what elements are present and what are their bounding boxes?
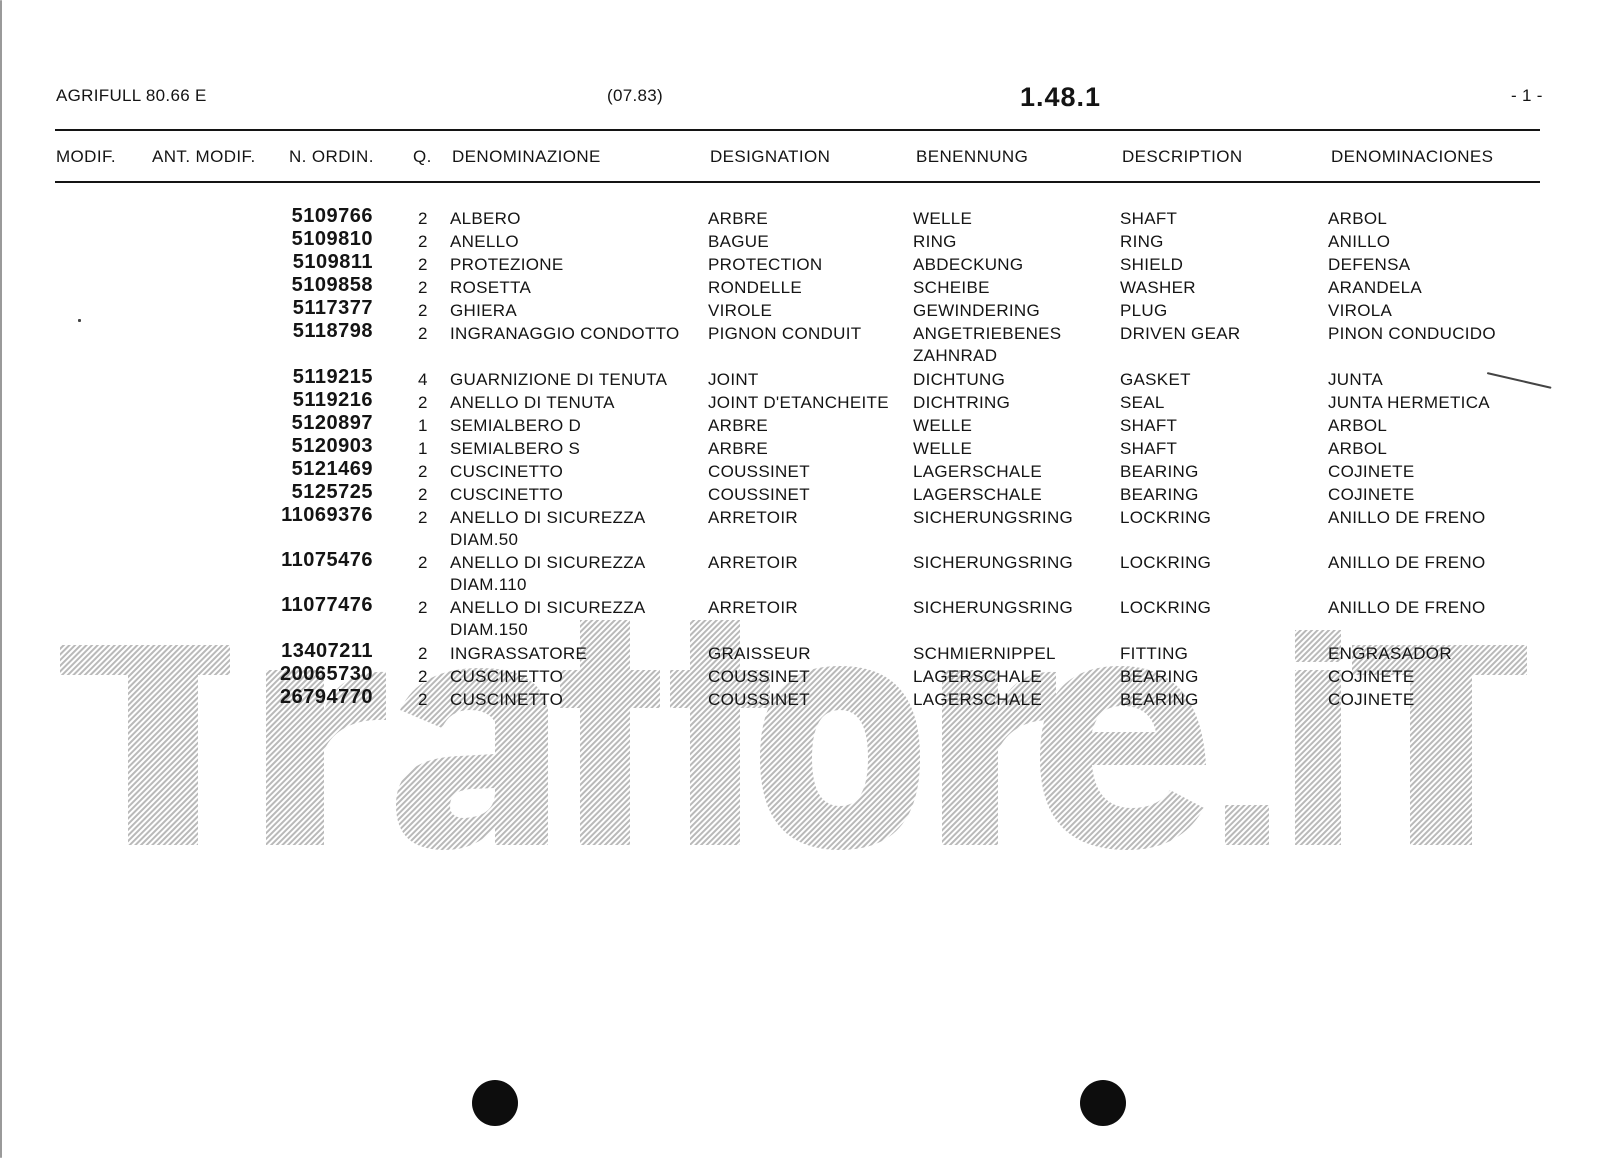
model-code: AGRIFULL 80.66 E — [56, 86, 207, 105]
part-quantity: 2 — [418, 667, 428, 686]
part-number: 5121469 — [291, 458, 373, 480]
part-number: 5109766 — [291, 205, 373, 227]
table-row — [0, 549, 1600, 598]
name-spanish: ARBOL — [1328, 209, 1388, 228]
name-german: LAGERSCHALE — [913, 690, 1042, 709]
name-spanish: COJINETE — [1328, 462, 1415, 481]
name-german: ABDECKUNG — [913, 255, 1024, 274]
name-italian: CUSCINETTO — [450, 485, 564, 504]
col-header-french: DESIGNATION — [710, 147, 831, 166]
name-german: ANGETRIEBENES ZAHNRAD — [913, 324, 1062, 365]
name-english: SHIELD — [1120, 255, 1184, 274]
part-number: 11069376 — [281, 504, 373, 526]
name-english: SEAL — [1120, 393, 1165, 412]
part-number: 5125725 — [291, 481, 373, 503]
name-french: COUSSINET — [708, 690, 810, 709]
name-english: PLUG — [1120, 301, 1168, 320]
name-english: FITTING — [1120, 644, 1189, 663]
part-number: 5119216 — [292, 389, 373, 411]
name-spanish: JUNTA HERMETICA — [1328, 393, 1490, 412]
name-english: BEARING — [1120, 690, 1199, 709]
name-spanish: ARBOL — [1328, 416, 1388, 435]
name-french: COUSSINET — [708, 462, 810, 481]
name-german: SICHERUNGSRING — [913, 598, 1074, 617]
part-quantity: 2 — [418, 644, 428, 663]
name-italian: ANELLO DI SICUREZZA DIAM.50 — [450, 508, 646, 549]
name-italian: SEMIALBERO S — [450, 439, 581, 458]
col-header-order-number: N. ORDIN. — [289, 147, 374, 166]
name-english: GASKET — [1120, 370, 1191, 389]
part-quantity: 1 — [418, 439, 428, 458]
name-italian: ANELLO DI SICUREZZA DIAM.150 — [450, 598, 646, 639]
section-number: 1.48.1 — [1020, 82, 1102, 112]
name-spanish: PINON CONDUCIDO — [1328, 324, 1496, 343]
col-header-german: BENENNUNG — [916, 147, 1029, 166]
part-number: 5109810 — [291, 228, 373, 250]
col-header-ant-modif: ANT. MODIF. — [152, 147, 256, 166]
part-quantity: 2 — [418, 393, 428, 412]
table-row — [0, 320, 1600, 369]
name-italian: ANELLO DI SICUREZZA DIAM.110 — [450, 553, 646, 594]
name-french: ARBRE — [708, 439, 769, 458]
name-french: BAGUE — [708, 232, 770, 251]
part-quantity: 2 — [418, 508, 428, 527]
name-german: SICHERUNGSRING — [913, 508, 1074, 527]
name-italian: CUSCINETTO — [450, 690, 564, 709]
name-french: ARRETOIR — [708, 508, 798, 527]
name-spanish: ANILLO DE FRENO — [1328, 508, 1486, 527]
name-german: WELLE — [913, 439, 973, 458]
part-number: 5120897 — [291, 412, 373, 434]
name-german: SICHERUNGSRING — [913, 553, 1074, 572]
part-quantity: 2 — [418, 553, 428, 572]
revision-date: (07.83) — [607, 86, 663, 105]
name-english: SHAFT — [1120, 439, 1178, 458]
name-english: LOCKRING — [1120, 553, 1212, 572]
col-header-quantity: Q. — [413, 147, 432, 166]
part-number: 11077476 — [281, 594, 373, 616]
name-spanish: ENGRASADOR — [1328, 644, 1452, 663]
scan-speck — [78, 319, 81, 322]
name-spanish: ARBOL — [1328, 439, 1388, 458]
name-french: GRAISSEUR — [708, 644, 811, 663]
name-french: PROTECTION — [708, 255, 823, 274]
part-number: 5118798 — [292, 320, 373, 342]
name-italian: INGRASSATORE — [450, 644, 588, 663]
name-english: LOCKRING — [1120, 598, 1212, 617]
name-italian: GUARNIZIONE DI TENUTA — [450, 370, 668, 389]
name-german: DICHTUNG — [913, 370, 1006, 389]
col-header-spanish: DENOMINACIONES — [1331, 147, 1494, 166]
part-quantity: 2 — [418, 278, 428, 297]
name-german: LAGERSCHALE — [913, 667, 1042, 686]
name-spanish: JUNTA — [1328, 370, 1384, 389]
part-quantity: 4 — [418, 370, 428, 389]
part-number: 5119215 — [292, 366, 373, 388]
name-spanish: ARANDELA — [1328, 278, 1423, 297]
name-italian: SEMIALBERO D — [450, 416, 582, 435]
name-french: ARBRE — [708, 209, 769, 228]
name-french: VIROLE — [708, 301, 773, 320]
name-italian: ALBERO — [450, 209, 521, 228]
name-french: ARRETOIR — [708, 553, 798, 572]
name-german: SCHMIERNIPPEL — [913, 644, 1056, 663]
table-row — [0, 594, 1600, 643]
name-english: BEARING — [1120, 667, 1199, 686]
name-spanish: DEFENSA — [1328, 255, 1411, 274]
name-spanish: COJINETE — [1328, 690, 1415, 709]
part-quantity: 2 — [418, 209, 428, 228]
name-english: WASHER — [1120, 278, 1196, 297]
name-german: SCHEIBE — [913, 278, 990, 297]
name-french: COUSSINET — [708, 485, 810, 504]
name-italian: CUSCINETTO — [450, 667, 564, 686]
name-french: ARBRE — [708, 416, 769, 435]
part-number: 20065730 — [280, 663, 373, 685]
part-quantity: 2 — [418, 462, 428, 481]
name-english: LOCKRING — [1120, 508, 1212, 527]
table-row — [0, 686, 1600, 735]
name-english: BEARING — [1120, 485, 1199, 504]
name-italian: ANELLO — [450, 232, 519, 251]
name-spanish: ANILLO — [1328, 232, 1391, 251]
name-german: WELLE — [913, 416, 973, 435]
name-spanish: COJINETE — [1328, 485, 1415, 504]
part-quantity: 1 — [418, 416, 428, 435]
part-number: 5120903 — [291, 435, 373, 457]
name-french: COUSSINET — [708, 667, 810, 686]
name-spanish: ANILLO DE FRENO — [1328, 553, 1486, 572]
page-number: - 1 - — [1511, 86, 1543, 105]
name-french: JOINT D'ETANCHEITE — [708, 393, 889, 412]
name-italian: ROSETTA — [450, 278, 532, 297]
name-french: JOINT — [708, 370, 759, 389]
name-french: PIGNON CONDUIT — [708, 324, 862, 343]
col-header-italian: DENOMINAZIONE — [452, 147, 601, 166]
name-spanish: ANILLO DE FRENO — [1328, 598, 1486, 617]
binder-hole-left — [472, 1080, 518, 1126]
part-quantity: 2 — [418, 690, 428, 709]
name-german: GEWINDERING — [913, 301, 1041, 320]
name-italian: ANELLO DI TENUTA — [450, 393, 615, 412]
part-number: 5117377 — [292, 297, 373, 319]
name-italian: PROTEZIONE — [450, 255, 564, 274]
part-quantity: 2 — [418, 232, 428, 251]
name-italian: GHIERA — [450, 301, 517, 320]
part-quantity: 2 — [418, 255, 428, 274]
table-row — [0, 504, 1600, 553]
part-number: 5109858 — [291, 274, 373, 296]
scan-edge — [0, 0, 2, 1158]
name-french: RONDELLE — [708, 278, 803, 297]
name-italian: INGRANAGGIO CONDOTTO — [450, 324, 680, 343]
name-french: ARRETOIR — [708, 598, 798, 617]
part-quantity: 2 — [418, 485, 428, 504]
part-quantity: 2 — [418, 324, 428, 343]
part-quantity: 2 — [418, 598, 428, 617]
name-italian: CUSCINETTO — [450, 462, 564, 481]
name-spanish: COJINETE — [1328, 667, 1415, 686]
name-german: WELLE — [913, 209, 973, 228]
part-number: 13407211 — [281, 640, 373, 662]
part-number: 5109811 — [292, 251, 373, 273]
name-german: LAGERSCHALE — [913, 485, 1042, 504]
binder-hole-right — [1080, 1080, 1126, 1126]
part-number: 26794770 — [280, 686, 373, 708]
name-english: DRIVEN GEAR — [1120, 324, 1241, 343]
name-english: SHAFT — [1120, 416, 1178, 435]
name-spanish: VIROLA — [1328, 301, 1393, 320]
name-english: BEARING — [1120, 462, 1199, 481]
col-header-english: DESCRIPTION — [1122, 147, 1243, 166]
part-quantity: 2 — [418, 301, 428, 320]
name-german: RING — [913, 232, 957, 251]
name-english: RING — [1120, 232, 1164, 251]
col-header-modif: MODIF. — [56, 147, 117, 166]
name-german: LAGERSCHALE — [913, 462, 1042, 481]
name-german: DICHTRING — [913, 393, 1011, 412]
name-english: SHAFT — [1120, 209, 1178, 228]
part-number: 11075476 — [281, 549, 373, 571]
